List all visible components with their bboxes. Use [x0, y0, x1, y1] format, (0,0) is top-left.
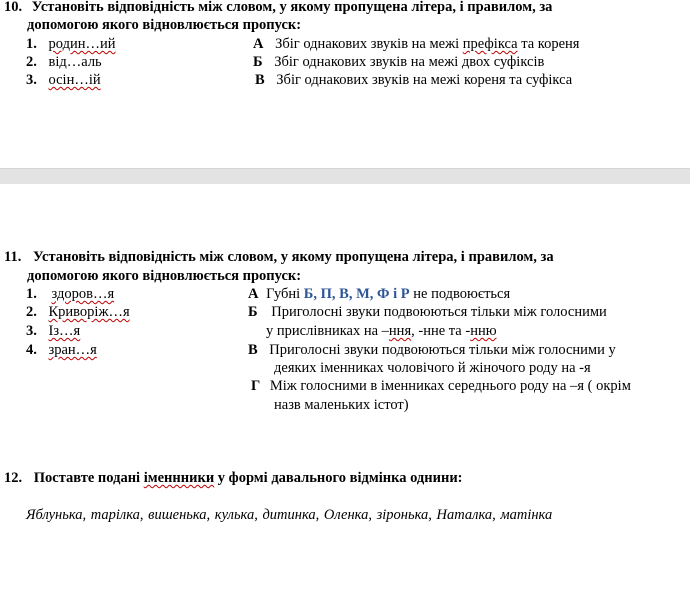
q10-rule-b [253, 53, 544, 71]
q11-rule-b-line-1: Приголосні звуки подвоюються тільки між голосними [271, 304, 607, 320]
q11-heading [4, 248, 554, 266]
q11-rule-b-suffix-2: нню [470, 323, 497, 339]
q10-rule-v-letter: В [255, 72, 265, 88]
q11-number: 11. [4, 249, 22, 265]
q10-rule-a-word: префікса [462, 36, 518, 52]
q11-word-2-text: Криворіж…я [48, 304, 130, 320]
q10-rule-v [255, 71, 572, 89]
q10-rule-b-text: Збіг однакових звуків на межі двох суфіксів [274, 54, 545, 70]
q10-rule-a-tail: та кореня [517, 36, 580, 52]
q11-rule-g [251, 377, 631, 395]
q10-word-2-text: від…аль [48, 54, 102, 70]
q11-word-4 [26, 341, 97, 359]
q10-rule-a-text: Збіг однакових звуків на межі [275, 36, 463, 52]
q12-title-pre: Поставте подані [33, 470, 144, 486]
q11-rule-v-letter: В [248, 342, 258, 358]
q11-rule-v-line-2: деяких іменниках чоловічого й жіночого роду на -я [274, 360, 591, 376]
q12-title-word: іменнники [143, 470, 215, 486]
q11-rule-v-line-1: Приголосні звуки подвоюються тільки між голосними у [269, 342, 616, 358]
q10-title-line-1: Установіть відповідність між словом, у якому пропущена літера, і правилом, за [31, 0, 553, 15]
q11-word-3-text: Із…я [48, 323, 81, 339]
q11-title-line-1: Установіть відповідність між словом, у якому пропущена літера, і правилом, за [32, 249, 554, 265]
q11-word-2 [26, 303, 130, 321]
q10-title-line-2: допомогою якого відновлюється пропуск: [27, 17, 302, 33]
q10-word-3 [26, 71, 101, 89]
q11-rule-b [248, 303, 607, 321]
q11-rule-g-line-1: Між голосними в іменниках середнього роду на –я ( окрім [269, 378, 631, 394]
q10-word-1-num: 1. [26, 36, 37, 52]
q11-rule-b-suffix-1: ння [388, 323, 412, 339]
q11-rule-b-line-2-pre: у прислівниках на – [266, 323, 389, 339]
q11-rule-b-letter: Б [248, 304, 258, 320]
q10-heading [4, 0, 552, 16]
q10-rule-v-text: Збіг однакових звуків на межі кореня та суфікса [276, 72, 573, 88]
q11-rule-a-letter: А [248, 286, 259, 302]
q11-word-1-text: здоров…я [51, 286, 115, 302]
q10-word-3-text: осін…ій [48, 72, 101, 88]
q12-heading [4, 469, 463, 487]
q11-rule-a [248, 285, 510, 303]
q10-word-2-num: 2. [26, 54, 37, 70]
q11-rule-g-line-2: назв маленьких істот) [274, 397, 409, 413]
page-1 [0, 0, 690, 168]
q11-word-1-num: 1. [26, 286, 37, 302]
q10-word-1 [26, 35, 116, 53]
q11-rule-a-r: Р [400, 286, 410, 302]
q11-rule-v [248, 341, 616, 359]
q11-rule-b-line-2 [266, 322, 497, 340]
q12-number: 12. [4, 470, 23, 486]
q11-word-4-text: зран…я [48, 342, 97, 358]
q10-number: 10. [4, 0, 23, 15]
page-2 [0, 184, 690, 596]
q12-title-tail: у формі давального відмінка однини: [214, 470, 463, 486]
q11-word-4-num: 4. [26, 342, 37, 358]
q11-word-3-num: 3. [26, 323, 37, 339]
q11-rule-g-letter: Г [251, 378, 261, 394]
q10-rule-a [253, 35, 579, 53]
q10-word-2 [26, 53, 102, 71]
q10-word-1-text: родин…ий [48, 36, 116, 52]
q11-rule-b-sep: , -нне та - [411, 323, 471, 339]
q11-rule-a-tail: не подвоюється [409, 286, 511, 302]
q11-word-1 [26, 285, 114, 303]
q11-title-line-2: допомогою якого відновлюється пропуск: [27, 268, 302, 284]
q11-rule-a-conj: і [389, 286, 401, 302]
q10-rule-b-letter: Б [253, 54, 263, 70]
page-break [0, 168, 690, 185]
q11-rule-a-text: Губні [266, 286, 304, 302]
q11-word-2-num: 2. [26, 304, 37, 320]
q10-rule-a-letter: А [253, 36, 264, 52]
q11-word-3 [26, 322, 80, 340]
q12-word-list: Яблунька, тарілка, вишенька, кулька, дитинка, Оленка, зіронька, Наталка, матінка [26, 507, 553, 523]
q11-rule-a-letters: Б, П, В, М, Ф [303, 286, 390, 302]
q10-word-3-num: 3. [26, 72, 37, 88]
